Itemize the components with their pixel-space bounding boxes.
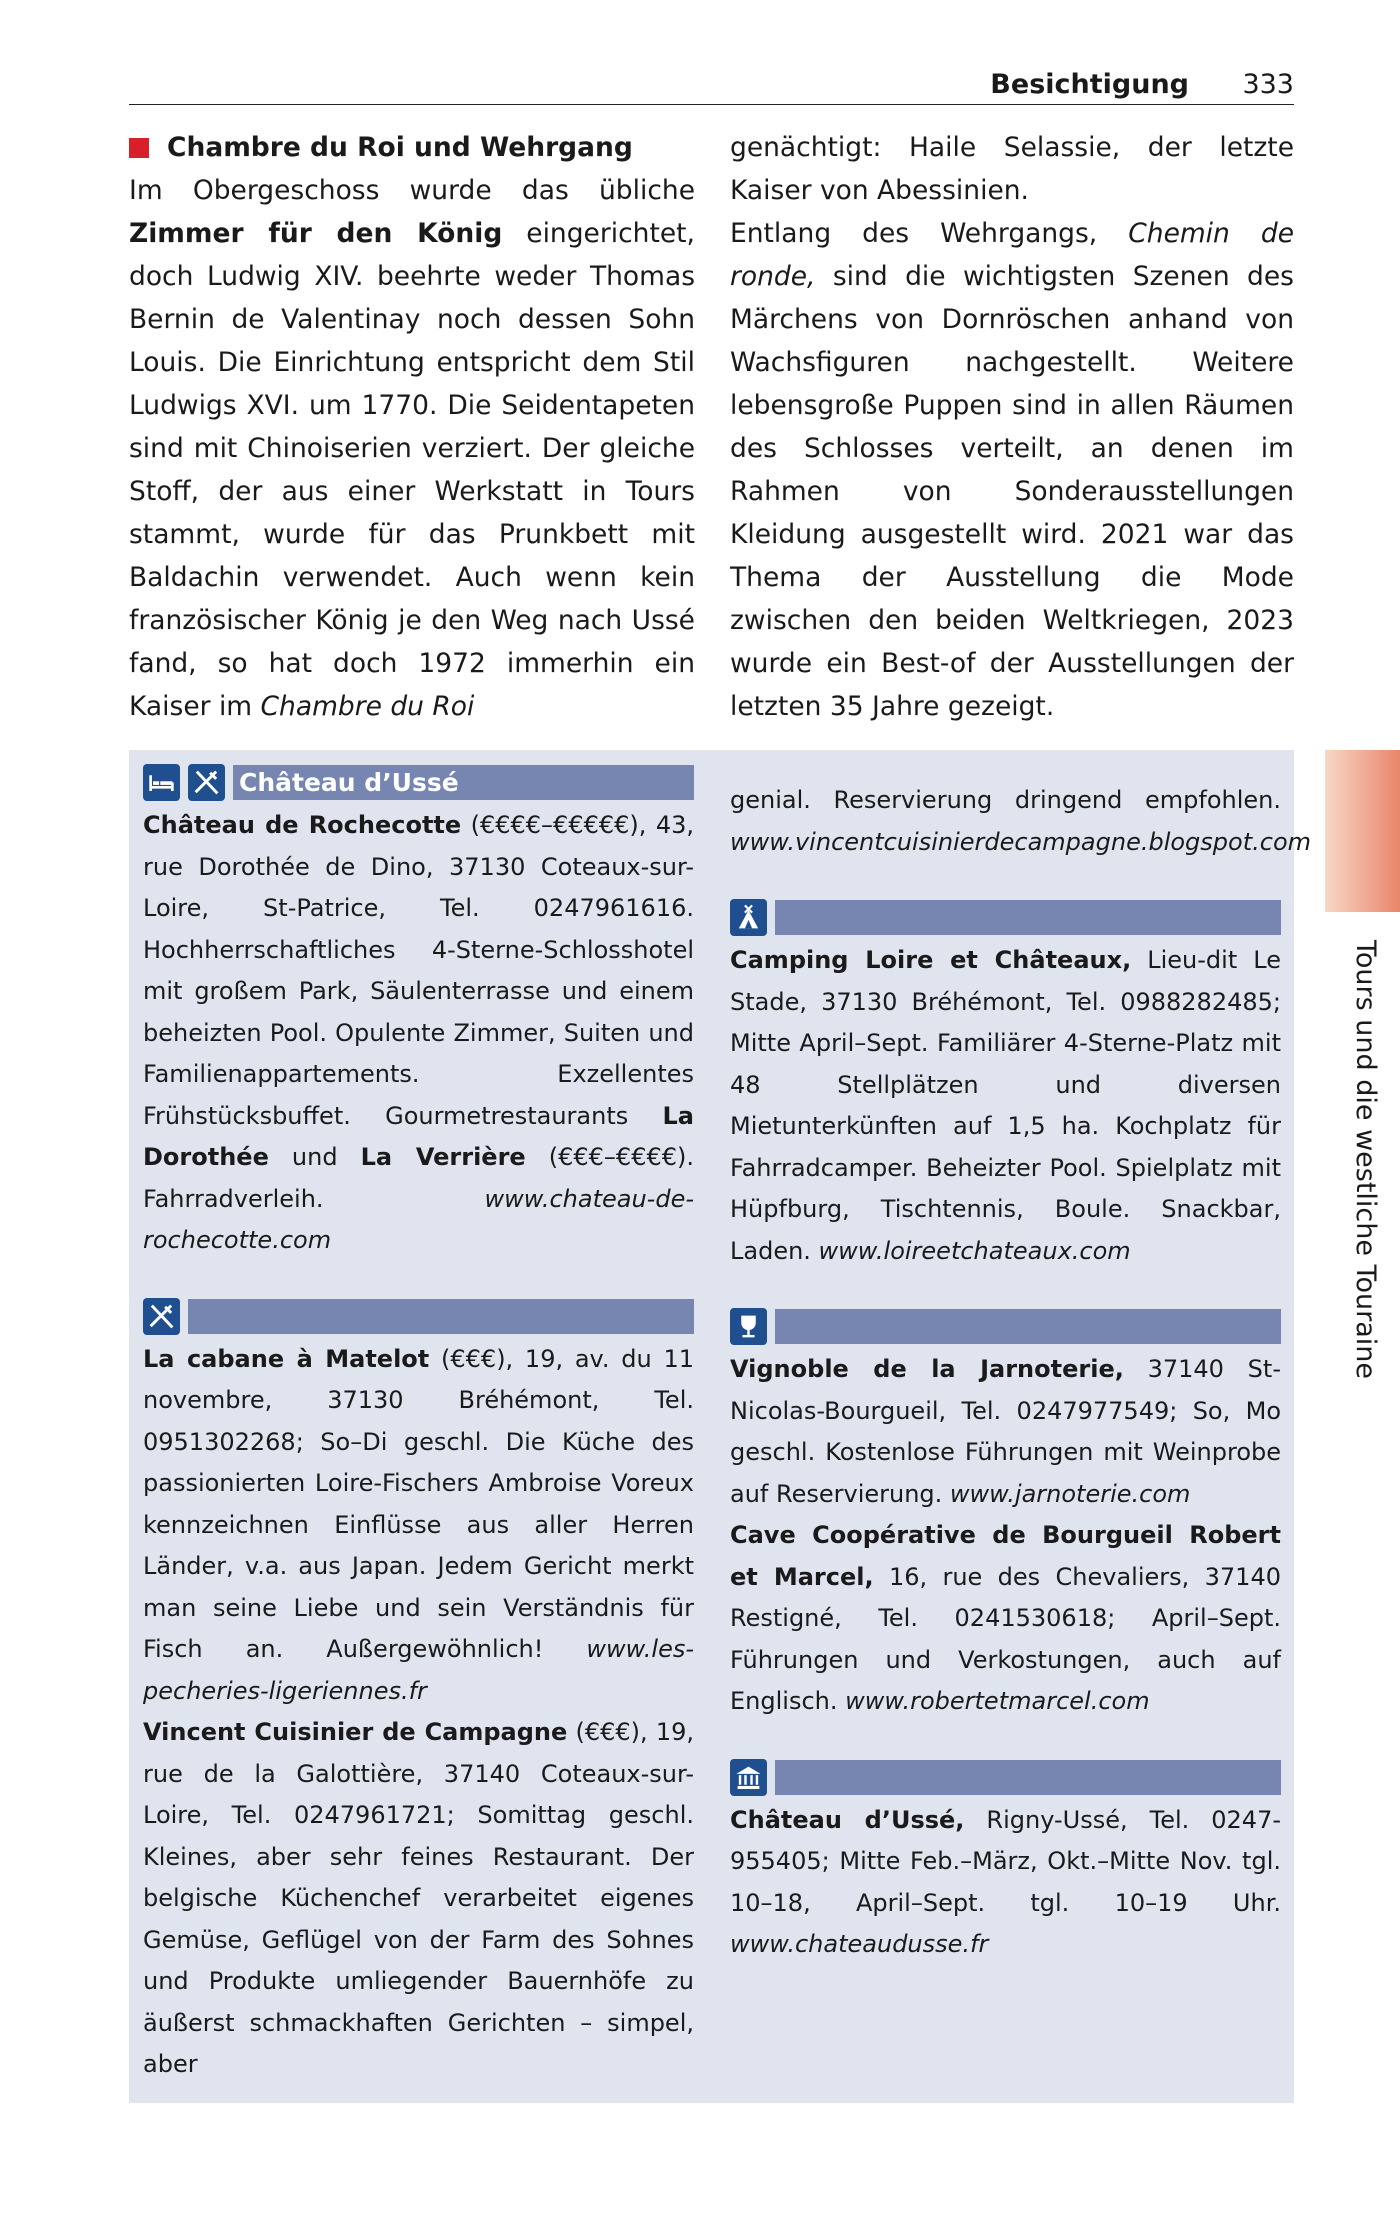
listing-section — [730, 1759, 1281, 1966]
listing-entry — [143, 1339, 694, 1713]
main-left-text — [129, 169, 695, 728]
bold-text: La Dorothée — [143, 1101, 694, 1171]
subheading-text: Chambre du Roi und Wehrgang — [167, 132, 633, 163]
bold-text: Château de Rochecotte — [143, 811, 462, 839]
listing-section — [143, 1298, 694, 2086]
museum-icon — [730, 1759, 767, 1796]
section-label — [775, 1309, 1281, 1344]
section-bar — [143, 764, 694, 801]
subheading — [129, 126, 695, 169]
text-run: (€€€€–€€€€€), 43, rue Dorothée de Dino, 37130 Coteaux-sur-Loire, St-Patrice, Tel. 0247961616. Hochherrschaftliches 4-Sterne-Schlosshotel mit großem Park, Säulenterrasse und einem beheizten Pool. Opulente Zimmer, Suiten und Familienappartements. Exzellentes Frühstücksbuffet. Gourmetrestaurants — [143, 811, 694, 1130]
section-label — [775, 1760, 1281, 1795]
section-bar — [730, 899, 1281, 936]
bold-text: Vignoble de la Jarnoterie, — [730, 1355, 1124, 1383]
section-bar — [730, 1308, 1281, 1345]
red-square-icon — [129, 138, 149, 158]
website-link[interactable]: www.chateau-de-rochecotte.com — [143, 1184, 694, 1254]
text-run: genial. Reservierung dringend empfohlen. — [730, 786, 1281, 814]
website-link[interactable]: www.les-pecheries-ligeriennes.fr — [143, 1635, 694, 1705]
bold-text: Camping Loire et Châteaux, — [730, 946, 1132, 974]
listing-section — [730, 899, 1281, 1272]
section-title: Besichtigung — [990, 69, 1189, 100]
info-box-left-column — [143, 764, 694, 2086]
bold-text: Zimmer für den König — [129, 218, 503, 249]
section-label: Château d’Ussé — [233, 765, 694, 800]
main-left-column — [129, 126, 695, 728]
text-run: genächtigt: Haile Selassie, der letzte Kaiser von Abessinien. — [730, 132, 1294, 206]
info-box-right-column — [730, 780, 1312, 1966]
listing-entry — [730, 940, 1281, 1272]
chapter-title-text: Tours und die westliche Touraine — [1350, 940, 1381, 1379]
section-label — [775, 900, 1281, 935]
text-run: Entlang des Wehrgangs, — [730, 218, 1129, 249]
bold-text: La cabane à Matelot — [143, 1344, 430, 1373]
text-run: 37140 St-Nicolas-Bourgueil, Tel. 0247977549; So, Mo geschl. Kostenlose Führungen mit Weinprobe auf Reservierung. — [730, 1355, 1281, 1508]
section-bar — [143, 1298, 694, 1335]
text-run: Im Obergeschoss wurde das übliche — [129, 175, 695, 206]
chapter-title-vertical — [1335, 940, 1395, 1420]
cutlery-icon — [143, 1298, 180, 1335]
website-link[interactable]: www.robertetmarcel.com — [845, 1687, 1150, 1715]
wine-glass-icon — [730, 1308, 767, 1345]
italic-text: Chambre du Roi — [260, 691, 475, 722]
bed-icon — [143, 764, 180, 801]
website-link[interactable]: www.vincentcuisinierdecampagne.blogspot.com — [730, 827, 1312, 856]
listing-entry — [730, 1349, 1281, 1515]
bold-text: Vincent Cuisinier de Campagne — [143, 1718, 568, 1746]
listing-entry — [143, 1712, 694, 2086]
website-link[interactable]: www.chateaudusse.fr — [730, 1930, 989, 1958]
italic-text: Chemin de ronde, — [730, 218, 1294, 292]
bold-text: Cave Coopérative de Bourgueil Robert et Marcel, — [730, 1521, 1281, 1591]
bold-text: La Verrière — [360, 1143, 526, 1171]
paragraph — [129, 169, 695, 728]
chapter-tab — [1325, 750, 1400, 912]
listing-section — [730, 1308, 1281, 1723]
website-link[interactable]: www.loireetchateaux.com — [818, 1236, 1131, 1265]
bold-text: Château d’Ussé, — [730, 1805, 965, 1834]
listing-entry-continued — [730, 780, 1312, 863]
text-run: (€€€), 19, rue de la Galottière, 37140 Coteaux-sur-Loire, Tel. 0247961721; Somittag geschl. Kleines, aber sehr feines Restaurant. Der belgische Küchenchef verarbeitet eigenes Gemüse, Geflügel von der Farm des Sohnes und Produkte umliegender Bauernhöfe zu äußerst schmackhaften Gerichten – simpel, aber — [143, 1718, 695, 2078]
paragraph — [730, 126, 1294, 212]
listing-entry — [730, 1515, 1281, 1723]
cutlery-icon — [188, 764, 225, 801]
running-header — [129, 64, 1294, 105]
tent-icon — [730, 899, 767, 936]
page-number: 333 — [1242, 69, 1294, 100]
listing-entry — [730, 1800, 1281, 1966]
listing-entry — [143, 805, 694, 1262]
listing-section — [143, 764, 694, 1262]
text-run: und — [268, 1143, 361, 1171]
text-run: 16, rue des Chevaliers, 37140 Restigné, Tel. 0241530618; April–Sept. Führungen und Verkostungen, auch auf Englisch. — [730, 1562, 1281, 1715]
text-run: Lieu-dit Le Stade, 37130 Bréhémont, Tel. 0988282485; Mitte April–Sept. Familiärer 4-Sterne-Platz mit 48 Stellplätzen und diversen Mietunterkünften auf 1,5 ha. Kochplatz für Fahrradcamper. Beheizter Pool. Spielplatz mit Hüpfburg, Tischtennis, Boule. Snackbar, Laden. — [730, 946, 1281, 1265]
section-bar — [730, 1759, 1281, 1796]
text-run: eingerichtet, doch Ludwig XIV. beehrte weder Thomas Bernin de Valentinay noch dessen Sohn Louis. Die Einrichtung entspricht dem Stil Ludwigs XVI. um 1770. Die Seidentapeten sind mit Chinoiserien verziert. Der gleiche Stoff, der aus einer Werkstatt in Tours stammt, wurde für das Prunkbett mit Baldachin verwendet. Auch wenn kein französischer König je den Weg nach Ussé fand, so hat doch 1972 immerhin ein Kaiser im — [129, 218, 695, 722]
paragraph — [730, 212, 1294, 728]
text-run: (€€€–€€€€). Fahrradverleih. — [143, 1143, 694, 1213]
main-right-column — [730, 126, 1294, 728]
website-link[interactable]: www.jarnoterie.com — [949, 1479, 1191, 1508]
text-run: Rigny-Ussé, Tel. 0247-955405; Mitte Feb.–März, Okt.–Mitte Nov. tgl. 10–18, April–Sept. tgl. 10–19 Uhr. — [730, 1805, 1281, 1917]
section-label — [188, 1299, 694, 1334]
text-run: sind die wichtigsten Szenen des Märchens von Dornröschen anhand von Wachsfiguren nachgestellt. Weitere lebensgroße Puppen sind in allen Räumen des Schlosses verteilt, an denen im Rahmen von Sonderausstellungen Kleidung ausgestellt wird. 2021 war das Thema der Ausstellung die Mode zwischen den beiden Weltkriegen, 2023 wurde ein Best-of der Ausstellungen der letzten 35 Jahre gezeigt. — [730, 261, 1294, 722]
text-run: (€€€), 19, av. du 11 novembre, 37130 Bréhémont, Tel. 0951302268; So–Di geschl. Die Küche des passionierten Loire-Fischers Ambroise Voreux kennzeichnen Einflüsse aus aller Herren Länder, v.a. aus Japan. Jedem Gericht merkt man seine Liebe und sein Verständnis für Fisch an. Außergewöhnlich! — [143, 1344, 694, 1663]
